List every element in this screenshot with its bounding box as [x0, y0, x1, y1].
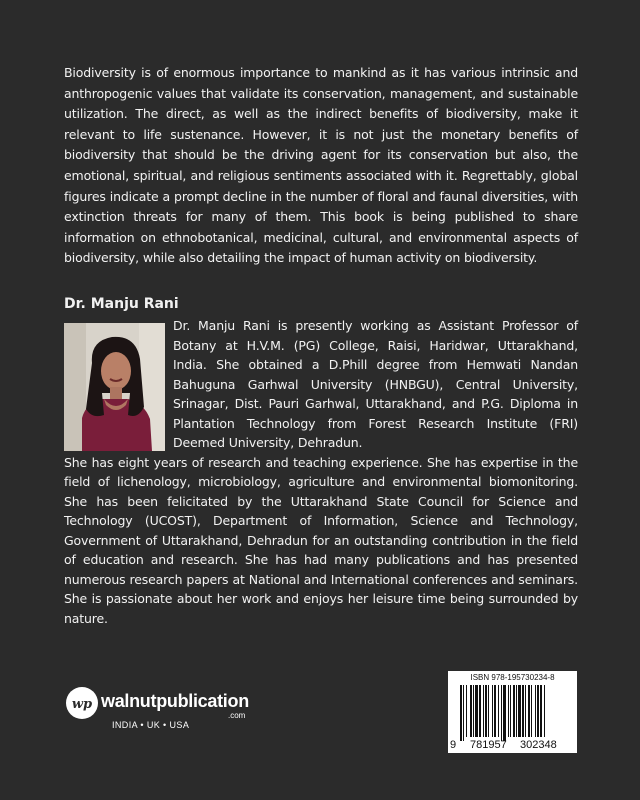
barcode-bar: [535, 685, 536, 737]
barcode-bar: [488, 685, 489, 737]
author-bio: [64, 316, 578, 628]
barcode-bar: [516, 685, 517, 737]
barcode-bar: [501, 685, 502, 741]
barcode-bar: [503, 685, 506, 741]
barcode-bar: [510, 685, 511, 737]
barcode-bar: [513, 685, 515, 737]
author-bio-details: She has eight years of research and teaching experience. She has expertise in the field of lichenology, microbiology, agriculture and environmental biomonitoring. She has been felicitated by the Uttarakhand State Council for Science and Technology (UCOST), Department of Information, Science and Technology, Government of Uttarakhand, Dehradun for an outstanding contribution in the field of education and research. She has had many publications and has presented numerous research papers at National and International conferences and seminars. She is passionate about her work and enjoys her leisure time being surrounded by nature.: [64, 454, 578, 626]
barcode-left-digits: 781957: [470, 739, 507, 751]
barcode-bar: [537, 685, 539, 737]
barcode-bar: [518, 685, 521, 737]
publisher-countries: INDIA • UK • USA: [112, 720, 190, 730]
barcode-bar: [544, 685, 545, 737]
isbn-label: ISBN 978-195730234-8: [470, 673, 555, 682]
barcode-bar: [470, 685, 472, 737]
photo-spacer: [64, 316, 173, 452]
barcode-bar: [531, 685, 532, 737]
barcode-bar: [540, 685, 542, 737]
publisher-domain: .com: [228, 711, 246, 720]
barcode-bar: [466, 685, 467, 737]
back-cover-blurb: Biodiversity is of enormous importance to mankind as it has various intrinsic and anthropogenic values that validate its conservation, management, and sustainable utilization. The direct, as well as the indirect benefits of biodiversity, make it relevant to life sustenance. However, it is not just the monetary benefits of biodiversity that should be the driving agent for its conservation but also, the emotional, spiritual, and religious sentiments associated with it. Regrettably, global figures indicate a prompt decline in the number of floral and faunal diversities, with extinction threats for many of them. This book is being published to share information on ethnobotanical, medicinal, cultural, and environmental aspects of biodiversity, while also detailing the impact of human activity on biodiversity.: [64, 65, 578, 266]
author-bio-intro: Dr. Manju Rani is presently working as Assistant Professor of Botany at H.V.M. (PG) College, Raisi, Haridwar, Uttarakhand, India. She obtained a D.Phill degree from Hemwati Nandan Bahuguna Garhwal University (HNBGU), Central University, Srinagar, Dist. Pauri Garhwal, Uttarakhand, and P.G. Diploma in Plantation Technology from Forest Research Institute (FRI) Deemed University, Dehradun.: [173, 318, 578, 450]
logo-mark-text: wp: [71, 697, 93, 712]
barcode-bar: [463, 685, 464, 741]
barcode-first-digit: 9: [450, 739, 457, 751]
barcode-bar: [528, 685, 530, 737]
barcode-bar: [475, 685, 478, 737]
barcode-digits: [448, 739, 577, 753]
barcode-bar: [483, 685, 484, 737]
barcode-bar: [508, 685, 509, 737]
barcode-bar: [485, 685, 487, 737]
barcode-right-digits: 302348: [520, 739, 557, 751]
barcode-bar: [525, 685, 526, 737]
publisher-name: walnutpublication: [101, 691, 249, 711]
barcode-bar: [522, 685, 524, 737]
barcode-bar: [473, 685, 474, 737]
isbn-barcode: [448, 671, 577, 753]
barcode-bar: [494, 685, 496, 737]
barcode-bar: [492, 685, 493, 737]
walnut-logo-icon: [66, 687, 98, 719]
barcode-bar: [498, 685, 499, 737]
author-name: Dr. Manju Rani: [64, 296, 179, 312]
barcode-bar: [460, 685, 462, 741]
barcode-bar: [479, 685, 481, 737]
